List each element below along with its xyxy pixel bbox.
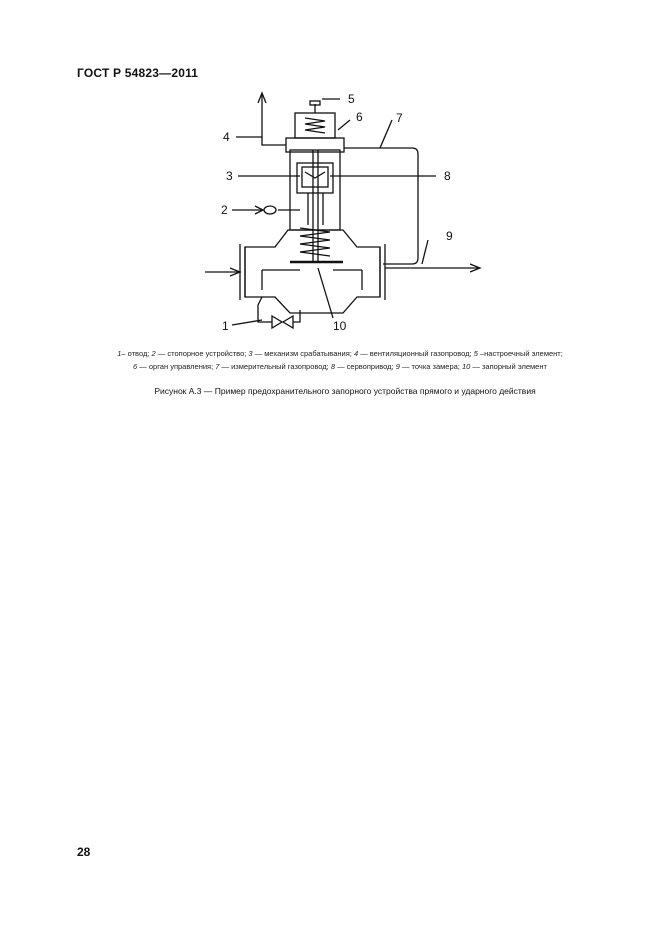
callout-3: 3 bbox=[226, 169, 233, 183]
legend-num: 5 bbox=[473, 349, 478, 358]
legend-text: — стопорное устройство; bbox=[155, 349, 249, 358]
legend-num: 10 bbox=[461, 362, 471, 371]
legend-num: 1 bbox=[117, 349, 122, 358]
legend-line-1 bbox=[60, 347, 620, 360]
legend-num: 4 bbox=[353, 349, 359, 358]
callout-1: 1 bbox=[222, 319, 229, 333]
callout-9: 9 bbox=[446, 229, 453, 243]
callout-5: 5 bbox=[348, 92, 355, 106]
legend-text: — механизм срабатывания; bbox=[252, 349, 354, 358]
page-number: 28 bbox=[77, 845, 91, 859]
legend-text: — измерительный газопровод; bbox=[219, 362, 331, 371]
measuring-pipe bbox=[344, 148, 418, 264]
legend-text: — точка замера; bbox=[399, 362, 462, 371]
bypass-valve bbox=[272, 316, 293, 328]
seat-walls bbox=[262, 270, 362, 290]
valve-schematic-figure bbox=[195, 85, 495, 340]
legend-num: 6 bbox=[133, 362, 138, 371]
callout-6: 6 bbox=[356, 110, 363, 124]
legend-text: – отвод; bbox=[121, 349, 152, 358]
legend-text: — вентиляционный газопровод; bbox=[358, 349, 474, 358]
callout-10: 10 bbox=[333, 319, 347, 333]
callout-2: 2 bbox=[221, 203, 228, 217]
callout-4: 4 bbox=[223, 130, 230, 144]
legend-num: 7 bbox=[215, 362, 220, 371]
legend-num: 2 bbox=[151, 349, 156, 358]
document-header: ГОСТ Р 54823—2011 bbox=[77, 66, 199, 80]
legend-text: — сервопривод; bbox=[335, 362, 396, 371]
figure-legend bbox=[60, 347, 620, 373]
legend-num: 8 bbox=[330, 362, 336, 371]
setting-spring bbox=[305, 118, 325, 133]
figure-caption: Рисунок А.3 — Пример предохранительного запорного устройства прямого и ударного действия bbox=[154, 386, 536, 396]
legend-num: 3 bbox=[248, 349, 253, 358]
callout-8: 8 bbox=[444, 169, 451, 183]
legend-line-2 bbox=[60, 360, 620, 373]
legend-text: — орган управления; bbox=[137, 362, 216, 371]
callout-7: 7 bbox=[396, 111, 403, 125]
locking-device bbox=[264, 206, 276, 214]
legend-num: 9 bbox=[395, 362, 400, 371]
legend-text: –настроечный элемент; bbox=[477, 349, 563, 358]
legend-text: — запорный элемент bbox=[470, 362, 547, 371]
main-spring bbox=[300, 228, 330, 256]
